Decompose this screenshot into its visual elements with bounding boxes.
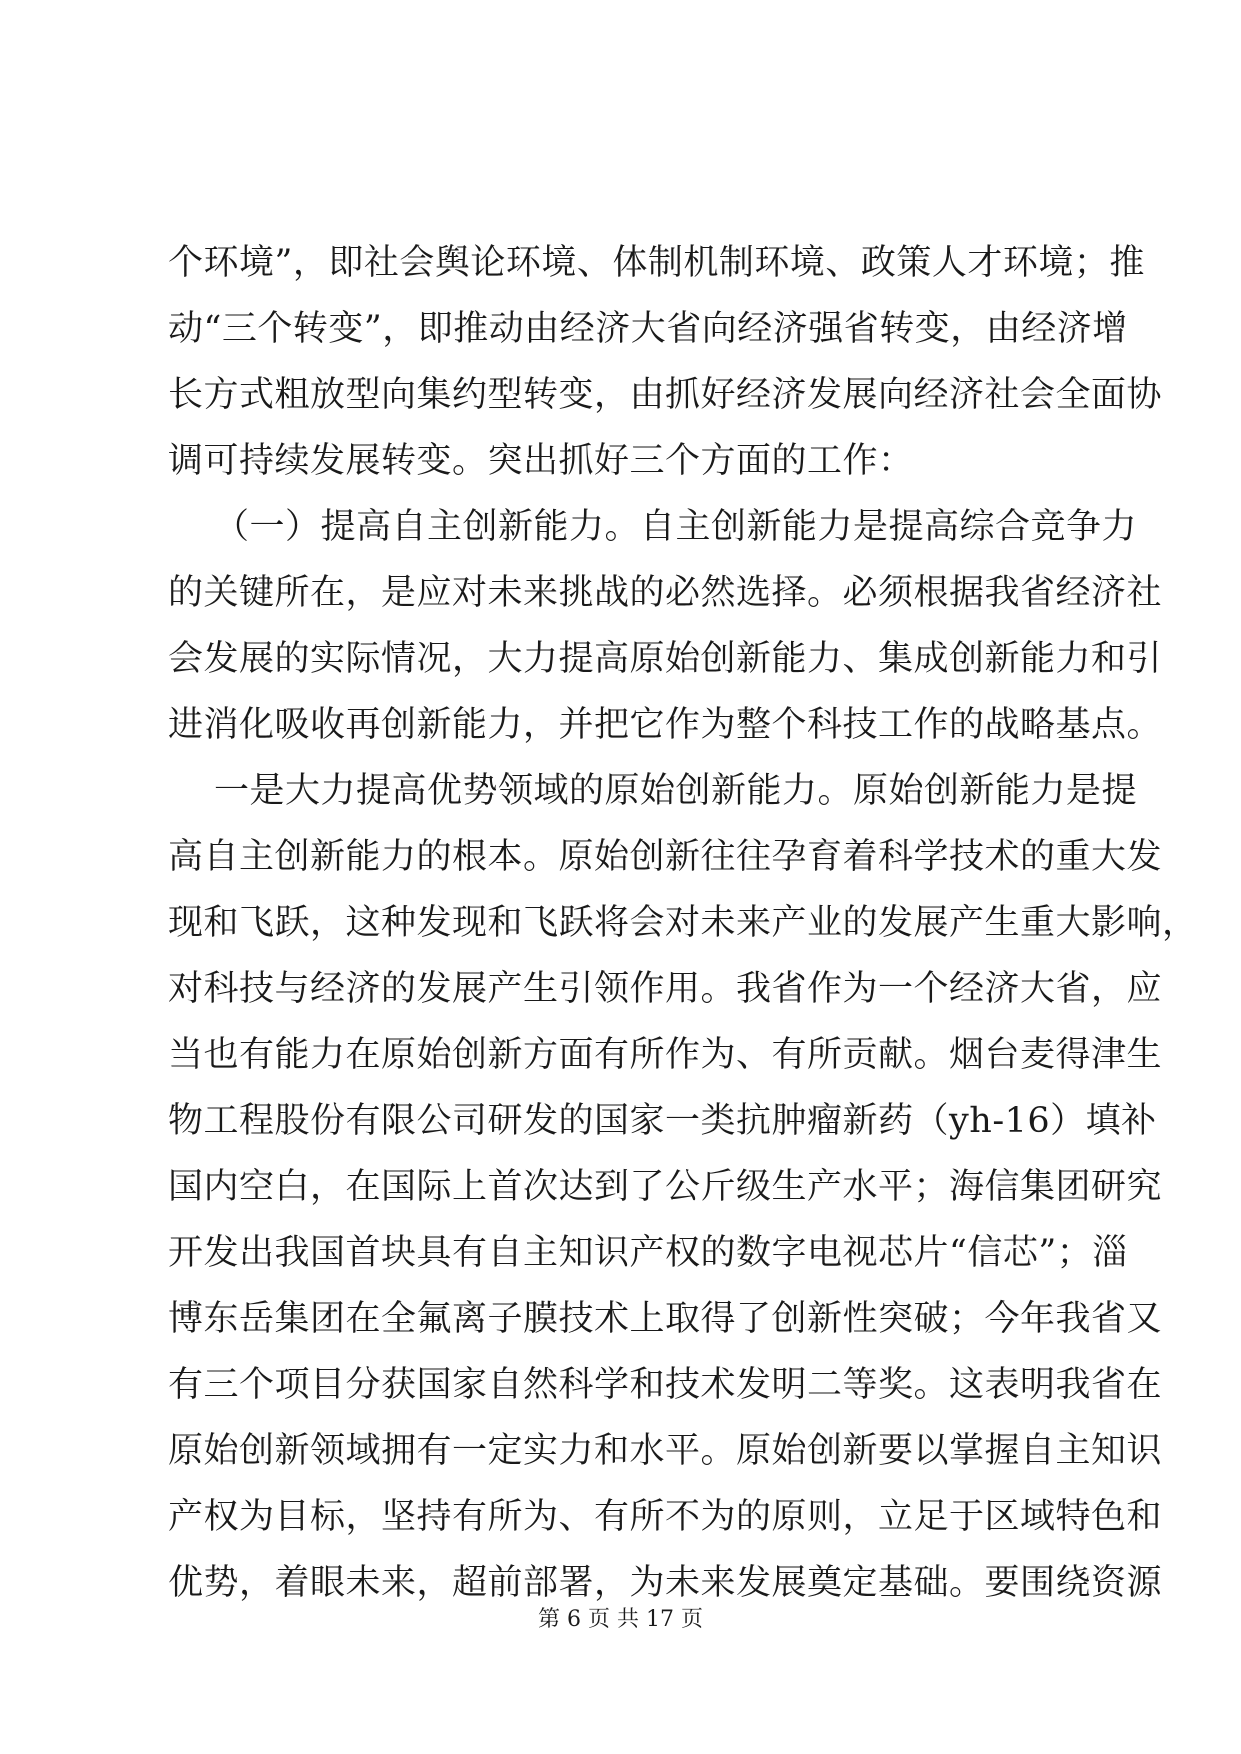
text-line: 调可持续发展转变。突出抓好三个方面的工作： [168, 441, 914, 481]
text-line: 原始创新领域拥有一定实力和水平。原始创新要以掌握自主知识 [168, 1431, 1163, 1471]
text-line: 优势，着眼未来，超前部署，为未来发展奠定基础。要围绕资源 [168, 1563, 1163, 1603]
text-line: 有三个项目分获国家自然科学和技术发明二等奖。这表明我省在 [168, 1365, 1163, 1405]
text-line: 一是大力提高优势领域的原始创新能力。原始创新能力是提 [214, 771, 1138, 811]
text-line: （一）提高自主创新能力。自主创新能力是提高综合竞争力 [214, 507, 1138, 547]
text-line: 个环境”，即社会舆论环境、体制机制环境、政策人才环境；推 [168, 243, 1145, 283]
text-line: 动“三个转变”，即推动由经济大省向经济强省转变，由经济增 [168, 309, 1128, 349]
text-line: 当也有能力在原始创新方面有所作为、有所贡献。烟台麦得津生 [168, 1035, 1163, 1075]
text-line: 高自主创新能力的根本。原始创新往往孕育着科学技术的重大发 [168, 837, 1163, 877]
text-line: 国内空白，在国际上首次达到了公斤级生产水平；海信集团研究 [168, 1167, 1163, 1207]
text-line: 博东岳集团在全氟离子膜技术上取得了创新性突破；今年我省又 [168, 1299, 1163, 1339]
text-line: 现和飞跃，这种发现和飞跃将会对未来产业的发展产生重大影响， [168, 903, 1198, 943]
text-line: 会发展的实际情况，大力提高原始创新能力、集成创新能力和引 [168, 639, 1163, 679]
text-line: 物工程股份有限公司研发的国家一类抗肿瘤新药（yh-16）填补 [168, 1101, 1157, 1141]
text-line: 产权为目标，坚持有所为、有所不为的原则，立足于区域特色和 [168, 1497, 1163, 1537]
text-line: 进消化吸收再创新能力，并把它作为整个科技工作的战略基点。 [168, 705, 1163, 745]
text-line: 的关键所在，是应对未来挑战的必然选择。必须根据我省经济社 [168, 573, 1163, 613]
body-text [168, 230, 1198, 1616]
text-line: 长方式粗放型向集约型转变，由抓好经济发展向经济社会全面协 [168, 375, 1163, 415]
page-number-footer: 第 6 页 共 17 页 [538, 1607, 703, 1632]
text-line: 开发出我国首块具有自主知识产权的数字电视芯片“信芯”；淄 [168, 1233, 1128, 1273]
text-line: 对科技与经济的发展产生引领作用。我省作为一个经济大省，应 [168, 969, 1163, 1009]
